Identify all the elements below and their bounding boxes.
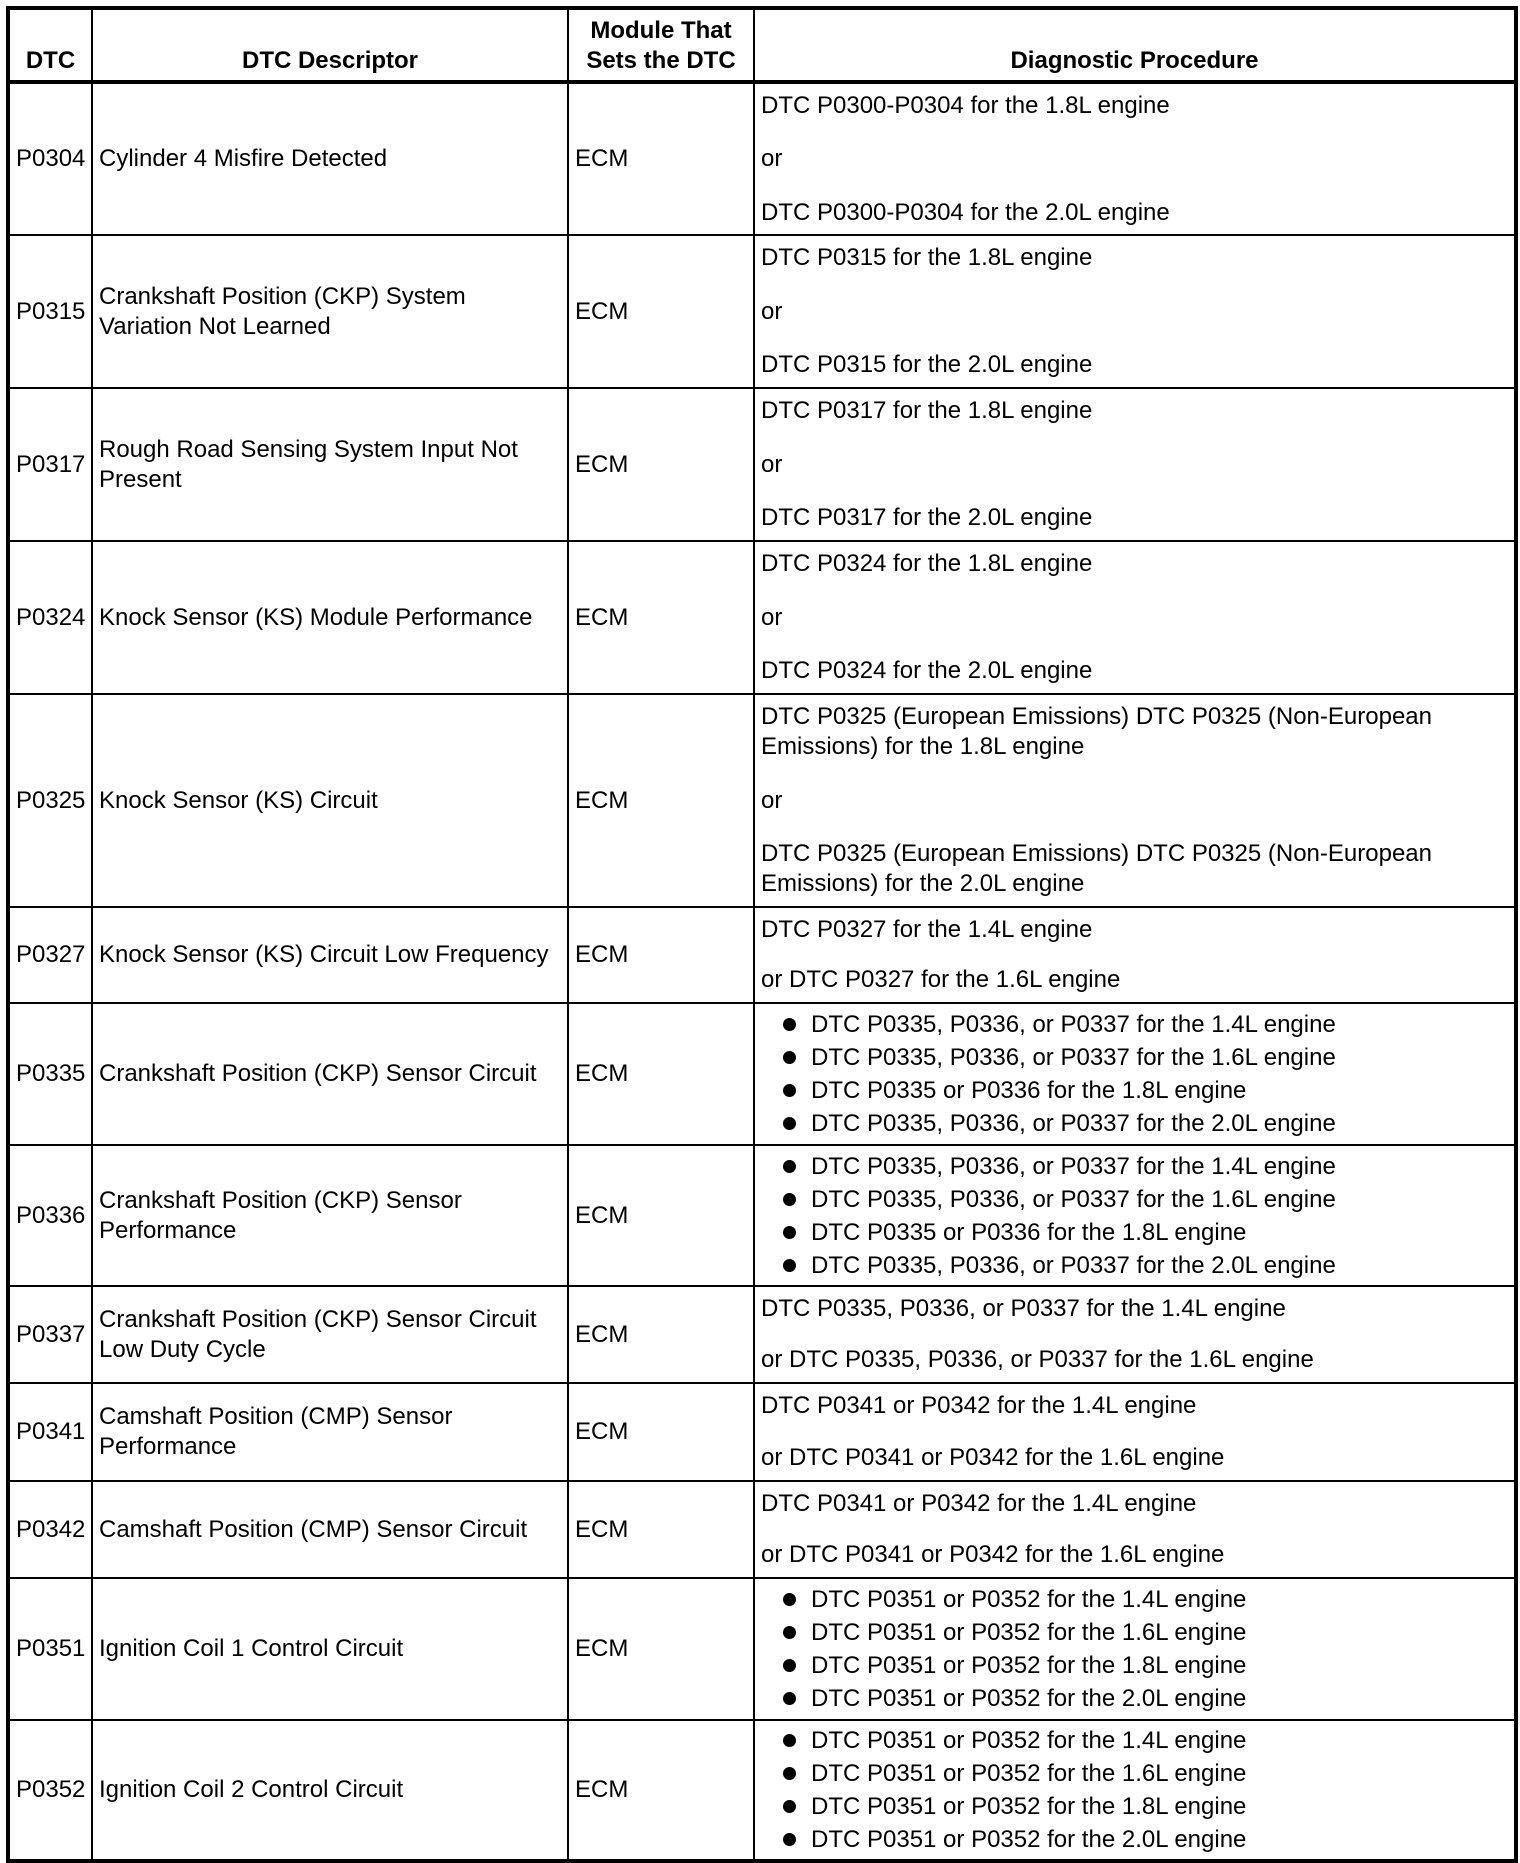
procedure-bullet-item bbox=[783, 1107, 1508, 1140]
procedure-bullet-text: DTC P0335, P0336, or P0337 for the 1.6L engine bbox=[811, 1185, 1336, 1213]
dtc-module: ECM bbox=[568, 1003, 754, 1145]
dtc-descriptor: Camshaft Position (CMP) Sensor Performance bbox=[92, 1383, 568, 1481]
procedure-line: or DTC P0327 for the 1.6L engine bbox=[761, 966, 1121, 993]
procedure-line: DTC P0317 for the 2.0L engine bbox=[761, 504, 1093, 531]
bullet-icon bbox=[783, 1193, 796, 1206]
procedure-bullet-text: DTC P0351 or P0352 for the 1.4L engine bbox=[811, 1586, 1247, 1613]
table-row bbox=[8, 907, 1516, 1003]
dtc-code: P0341 bbox=[8, 1383, 92, 1481]
table-row bbox=[8, 1383, 1516, 1481]
procedure-bullet-text: DTC P0335, P0336, or P0337 for the 2.0L engine bbox=[811, 1110, 1336, 1137]
dtc-descriptor: Knock Sensor (KS) Circuit bbox=[92, 694, 568, 907]
dtc-module: ECM bbox=[568, 1145, 754, 1286]
procedure-text-block bbox=[761, 549, 1508, 686]
procedure-text-block bbox=[761, 915, 1508, 995]
diagnostic-procedure bbox=[754, 1383, 1516, 1481]
dtc-module: ECM bbox=[568, 82, 754, 235]
bullet-icon bbox=[783, 1833, 796, 1846]
dtc-descriptor: Knock Sensor (KS) Module Performance bbox=[92, 541, 568, 694]
header-procedure: Diagnostic Procedure bbox=[754, 8, 1516, 82]
dtc-module: ECM bbox=[568, 1481, 754, 1578]
procedure-line: DTC P0341 or P0342 for the 1.4L engine bbox=[761, 1392, 1197, 1419]
procedure-bullet-list bbox=[761, 1583, 1508, 1715]
dtc-table bbox=[6, 6, 1518, 1863]
dtc-module: ECM bbox=[568, 388, 754, 541]
procedure-line: or bbox=[761, 297, 783, 325]
procedure-bullet-item bbox=[783, 1616, 1508, 1649]
procedure-line: DTC P0300-P0304 for the 1.8L engine bbox=[761, 91, 1170, 119]
diagnostic-procedure bbox=[754, 694, 1516, 907]
dtc-module: ECM bbox=[568, 1720, 754, 1861]
dtc-descriptor: Knock Sensor (KS) Circuit Low Frequency bbox=[92, 907, 568, 1003]
procedure-bullet-list bbox=[761, 1008, 1508, 1140]
dtc-table-container bbox=[6, 6, 1518, 1863]
dtc-code: P0315 bbox=[8, 235, 92, 388]
procedure-text-block bbox=[761, 396, 1508, 533]
bullet-icon bbox=[783, 1734, 796, 1747]
procedure-bullet-item bbox=[783, 1074, 1508, 1107]
dtc-descriptor: Crankshaft Position (CKP) Sensor Performance bbox=[92, 1145, 568, 1286]
procedure-bullet-text: DTC P0351 or P0352 for the 2.0L engine bbox=[811, 1685, 1247, 1712]
procedure-line: DTC P0325 (European Emissions) DTC P0325 (Non-European Emissions) for the 2.0L engine bbox=[761, 840, 1432, 897]
procedure-line: DTC P0324 for the 2.0L engine bbox=[761, 657, 1093, 684]
bullet-icon bbox=[783, 1084, 796, 1097]
procedure-text-block bbox=[761, 1489, 1508, 1570]
procedure-bullet-text: DTC P0335 or P0336 for the 1.8L engine bbox=[811, 1077, 1247, 1104]
procedure-line: or DTC P0341 or P0342 for the 1.6L engine bbox=[761, 1444, 1225, 1471]
diagnostic-procedure bbox=[754, 1481, 1516, 1578]
header-descriptor: DTC Descriptor bbox=[92, 8, 568, 82]
procedure-bullet-text: DTC P0351 or P0352 for the 1.4L engine bbox=[811, 1727, 1247, 1754]
procedure-bullet-list bbox=[761, 1150, 1508, 1282]
procedure-line: or bbox=[761, 603, 783, 631]
dtc-code: P0327 bbox=[8, 907, 92, 1003]
table-row bbox=[8, 1003, 1516, 1145]
diagnostic-procedure bbox=[754, 235, 1516, 388]
table-row bbox=[8, 1286, 1516, 1383]
diagnostic-procedure bbox=[754, 82, 1516, 235]
procedure-line: DTC P0327 for the 1.4L engine bbox=[761, 916, 1093, 943]
dtc-descriptor: Rough Road Sensing System Input Not Present bbox=[92, 388, 568, 541]
diagnostic-procedure bbox=[754, 541, 1516, 694]
dtc-code: P0324 bbox=[8, 541, 92, 694]
table-row bbox=[8, 1578, 1516, 1720]
procedure-bullet-text: DTC P0351 or P0352 for the 1.6L engine bbox=[811, 1619, 1247, 1646]
procedure-line: or bbox=[761, 786, 783, 814]
procedure-bullet-item bbox=[783, 1008, 1508, 1041]
bullet-icon bbox=[783, 1051, 796, 1064]
procedure-bullet-item bbox=[783, 1183, 1508, 1216]
procedure-line: DTC P0315 for the 2.0L engine bbox=[761, 351, 1093, 378]
procedure-bullet-item bbox=[783, 1041, 1508, 1074]
bullet-icon bbox=[783, 1226, 796, 1239]
diagnostic-procedure bbox=[754, 1578, 1516, 1720]
procedure-bullet-text: DTC P0335, P0336, or P0337 for the 1.4L engine bbox=[811, 1011, 1336, 1038]
procedure-text-block bbox=[761, 702, 1508, 899]
diagnostic-procedure bbox=[754, 1145, 1516, 1286]
procedure-bullet-item bbox=[783, 1249, 1508, 1282]
dtc-code: P0352 bbox=[8, 1720, 92, 1861]
procedure-line: DTC P0300-P0304 for the 2.0L engine bbox=[761, 198, 1170, 226]
dtc-descriptor: Crankshaft Position (CKP) Sensor Circuit bbox=[92, 1003, 568, 1145]
procedure-bullet-item bbox=[783, 1790, 1508, 1823]
procedure-bullet-text: DTC P0335, P0336, or P0337 for the 2.0L engine bbox=[811, 1251, 1336, 1279]
dtc-code: P0351 bbox=[8, 1578, 92, 1720]
procedure-bullet-item bbox=[783, 1682, 1508, 1715]
bullet-icon bbox=[783, 1659, 796, 1672]
table-row bbox=[8, 541, 1516, 694]
procedure-bullet-text: DTC P0351 or P0352 for the 2.0L engine bbox=[811, 1826, 1247, 1853]
bullet-icon bbox=[783, 1259, 796, 1272]
dtc-module: ECM bbox=[568, 1578, 754, 1720]
dtc-module: ECM bbox=[568, 907, 754, 1003]
procedure-bullet-text: DTC P0335 or P0336 for the 1.8L engine bbox=[811, 1218, 1247, 1246]
bullet-icon bbox=[783, 1117, 796, 1130]
procedure-line: DTC P0325 (European Emissions) DTC P0325 (Non-European Emissions) for the 1.8L engine bbox=[761, 703, 1432, 760]
dtc-code: P0304 bbox=[8, 82, 92, 235]
table-row bbox=[8, 694, 1516, 907]
diagnostic-procedure bbox=[754, 1003, 1516, 1145]
bullet-icon bbox=[783, 1692, 796, 1705]
procedure-line: or bbox=[761, 145, 783, 172]
diagnostic-procedure bbox=[754, 1286, 1516, 1383]
table-body bbox=[8, 82, 1516, 1861]
procedure-bullet-item bbox=[783, 1649, 1508, 1682]
procedure-bullet-item bbox=[783, 1216, 1508, 1249]
dtc-module: ECM bbox=[568, 1383, 754, 1481]
dtc-descriptor: Crankshaft Position (CKP) Sensor Circuit Low Duty Cycle bbox=[92, 1286, 568, 1383]
procedure-line: or DTC P0335, P0336, or P0337 for the 1.6L engine bbox=[761, 1346, 1314, 1373]
procedure-bullet-text: DTC P0351 or P0352 for the 1.8L engine bbox=[811, 1793, 1247, 1820]
table-row bbox=[8, 388, 1516, 541]
header-module: Module That Sets the DTC bbox=[568, 8, 754, 82]
bullet-icon bbox=[783, 1800, 796, 1813]
dtc-descriptor: Ignition Coil 1 Control Circuit bbox=[92, 1578, 568, 1720]
procedure-line: DTC P0317 for the 1.8L engine bbox=[761, 397, 1093, 424]
procedure-bullet-text: DTC P0335, P0336, or P0337 for the 1.4L engine bbox=[811, 1152, 1336, 1180]
procedure-text-block bbox=[761, 1294, 1508, 1375]
dtc-code: P0335 bbox=[8, 1003, 92, 1145]
procedure-line: or bbox=[761, 450, 783, 478]
dtc-module: ECM bbox=[568, 541, 754, 694]
bullet-icon bbox=[783, 1626, 796, 1639]
dtc-code: P0336 bbox=[8, 1145, 92, 1286]
procedure-bullet-text: DTC P0351 or P0352 for the 1.8L engine bbox=[811, 1652, 1247, 1679]
diagnostic-procedure bbox=[754, 1720, 1516, 1861]
table-row bbox=[8, 235, 1516, 388]
dtc-code: P0342 bbox=[8, 1481, 92, 1578]
procedure-line: DTC P0335, P0336, or P0337 for the 1.4L engine bbox=[761, 1295, 1286, 1322]
procedure-text-block bbox=[761, 243, 1508, 380]
header-dtc: DTC bbox=[8, 8, 92, 82]
dtc-descriptor: Crankshaft Position (CKP) System Variation Not Learned bbox=[92, 235, 568, 388]
table-row bbox=[8, 82, 1516, 235]
diagnostic-procedure bbox=[754, 388, 1516, 541]
table-row bbox=[8, 1481, 1516, 1578]
diagnostic-procedure bbox=[754, 907, 1516, 1003]
procedure-text-block bbox=[761, 91, 1508, 228]
table-row bbox=[8, 1720, 1516, 1861]
procedure-bullet-text: DTC P0335, P0336, or P0337 for the 1.6L engine bbox=[811, 1044, 1336, 1071]
bullet-icon bbox=[783, 1593, 796, 1606]
dtc-module: ECM bbox=[568, 1286, 754, 1383]
dtc-code: P0337 bbox=[8, 1286, 92, 1383]
procedure-text-block bbox=[761, 1391, 1508, 1473]
dtc-code: P0317 bbox=[8, 388, 92, 541]
bullet-icon bbox=[783, 1018, 796, 1031]
procedure-bullet-item bbox=[783, 1583, 1508, 1616]
procedure-bullet-item bbox=[783, 1757, 1508, 1790]
dtc-module: ECM bbox=[568, 694, 754, 907]
bullet-icon bbox=[783, 1767, 796, 1780]
procedure-bullet-text: DTC P0351 or P0352 for the 1.6L engine bbox=[811, 1760, 1247, 1787]
table-header-row bbox=[8, 8, 1516, 82]
procedure-line: DTC P0315 for the 1.8L engine bbox=[761, 244, 1093, 271]
procedure-line: DTC P0324 for the 1.8L engine bbox=[761, 550, 1093, 577]
dtc-code: P0325 bbox=[8, 694, 92, 907]
procedure-line: DTC P0341 or P0342 for the 1.4L engine bbox=[761, 1490, 1197, 1517]
table-row bbox=[8, 1145, 1516, 1286]
dtc-descriptor: Cylinder 4 Misfire Detected bbox=[92, 82, 568, 235]
dtc-descriptor: Camshaft Position (CMP) Sensor Circuit bbox=[92, 1481, 568, 1578]
bullet-icon bbox=[783, 1160, 796, 1173]
dtc-module: ECM bbox=[568, 235, 754, 388]
procedure-bullet-item bbox=[783, 1150, 1508, 1183]
procedure-bullet-item bbox=[783, 1724, 1508, 1757]
procedure-line: or DTC P0341 or P0342 for the 1.6L engine bbox=[761, 1541, 1225, 1568]
procedure-bullet-item bbox=[783, 1823, 1508, 1856]
dtc-descriptor: Ignition Coil 2 Control Circuit bbox=[92, 1720, 568, 1861]
procedure-bullet-list bbox=[761, 1724, 1508, 1856]
